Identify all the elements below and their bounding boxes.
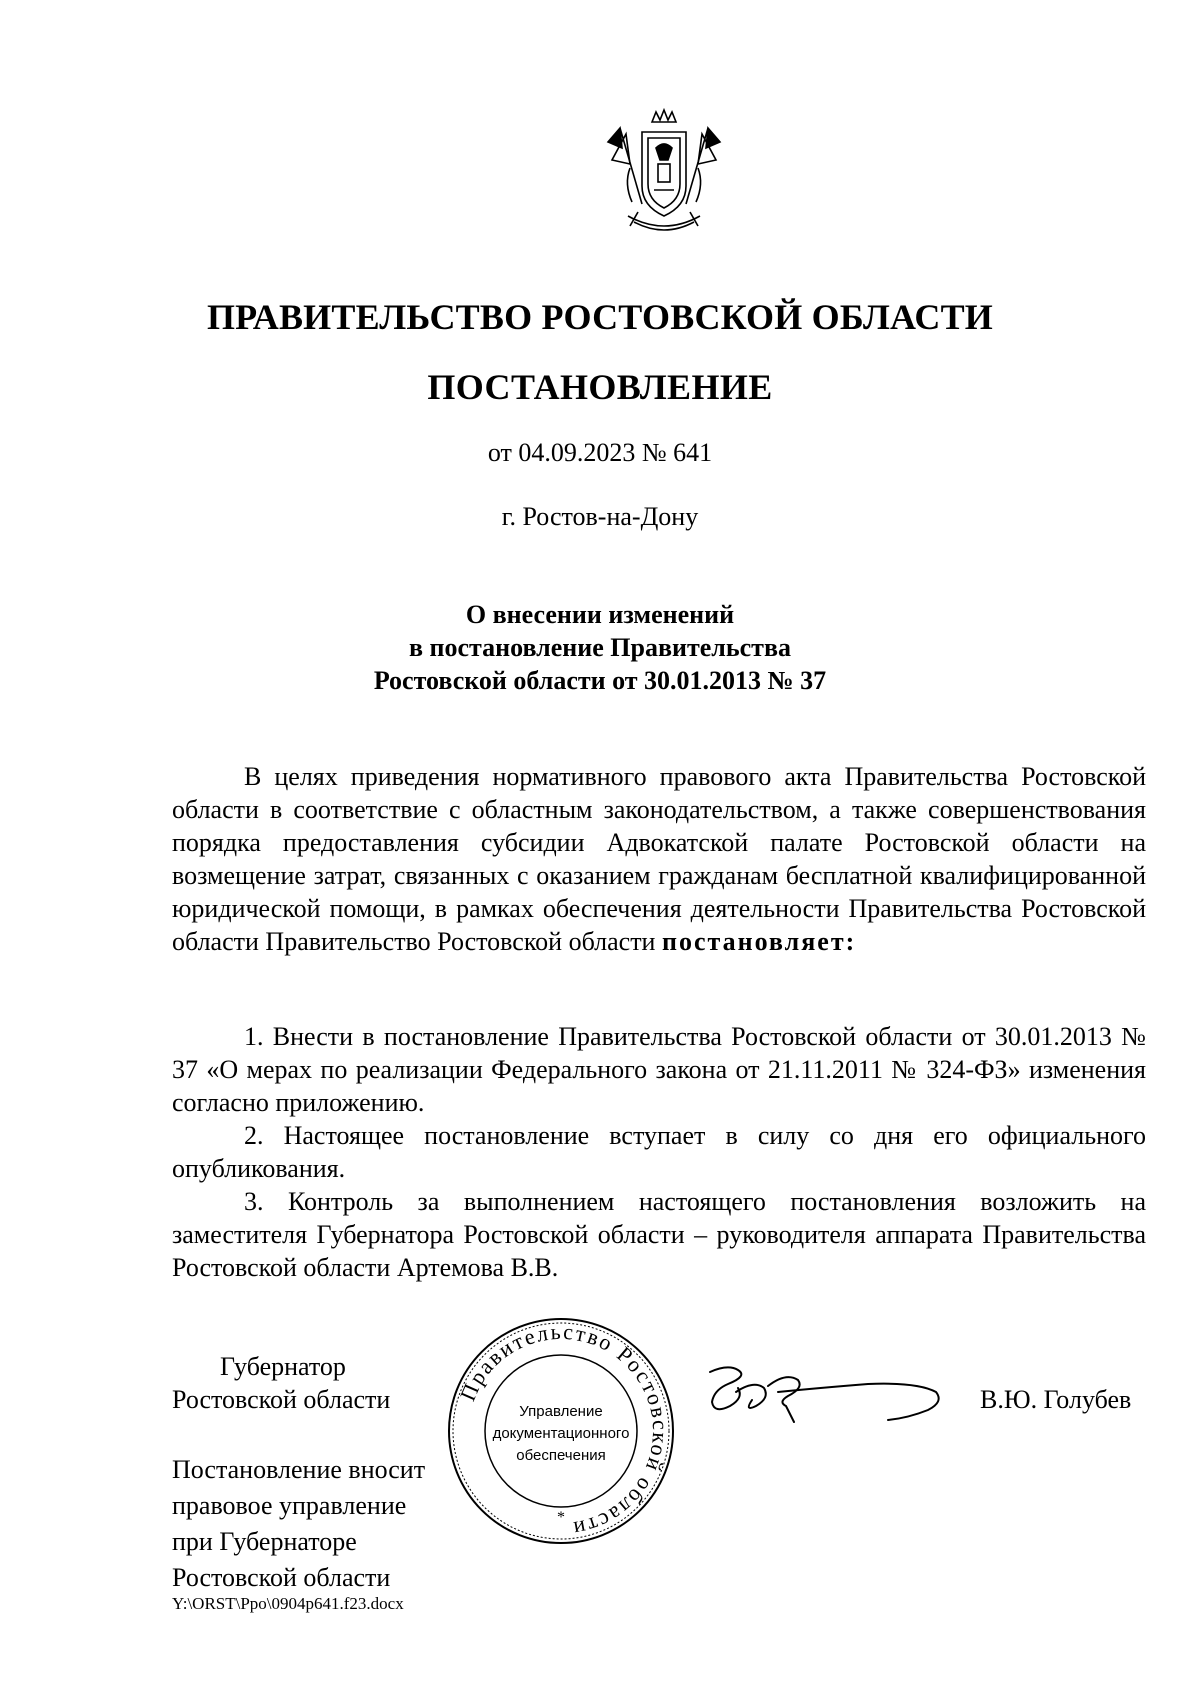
document-date-number: от 04.09.2023 № 641 <box>487 438 713 467</box>
official-seal <box>446 1316 676 1546</box>
seal-inner-line: обеспечения <box>516 1447 606 1464</box>
resolution-items <box>172 1020 1146 1284</box>
preamble-text: В целях приведения нормативного правового акта Правительства Ростовской области в соответствие с областным законодательством, а также совершенствования порядка предоставления субсидии Адвокатской палате Ростовской области на возмещение затрат, связанных с оказанием гражданам бесплатной квалифицированной юридической помощи, в рамках обеспечения деятельности Правительства Ростовской области Правительство Ростовской области <box>172 762 1146 956</box>
governor-title: Губернатор <box>220 1352 346 1381</box>
resolves-word: постановляет: <box>661 927 857 956</box>
coat-of-arms-emblem <box>604 108 724 240</box>
seal-inner-line: документационного <box>492 1425 630 1442</box>
handwritten-signature <box>708 1362 948 1442</box>
subject-line: в постановление Правительства <box>408 633 791 662</box>
submitted-by-line: Постановление вносит <box>172 1455 426 1484</box>
seal-star: * <box>557 1509 565 1526</box>
resolution-item: 1. Внести в постановление Правительства Ростовской области от 30.01.2013 № 37 «О мерах по реализации Федерального закона от 21.11.2011 № 324-ФЗ» изменения согласно приложению. <box>172 1022 1146 1117</box>
seal-outer-text: Правительство Ростовской области <box>454 1318 674 1543</box>
document-type: ПОСТАНОВЛЕНИЕ <box>427 367 773 407</box>
submitted-by-line: Ростовской области <box>172 1563 391 1592</box>
submitted-by-line: при Губернаторе <box>172 1527 357 1556</box>
submitted-by-line: правовое управление <box>172 1491 407 1520</box>
resolution-item: 3. Контроль за выполнением настоящего постановления возложить на заместителя Губернатора Ростовской области – руководителя аппарата Правительства Ростовской области Артемова В.В. <box>172 1187 1146 1282</box>
subject-line: О внесении изменений <box>465 600 735 629</box>
governor-name: В.Ю. Голубев <box>980 1385 1132 1414</box>
organization-title: ПРАВИТЕЛЬСТВО РОСТОВСКОЙ ОБЛАСТИ <box>206 297 994 337</box>
document-subject <box>0 598 1200 697</box>
governor-region: Ростовской области <box>172 1385 391 1414</box>
seal-inner-line: Управление <box>519 1403 603 1420</box>
file-path: Y:\ORST\Ppo\0904p641.f23.docx <box>172 1594 404 1613</box>
submitted-by-note <box>172 1452 425 1596</box>
subject-line: Ростовской области от 30.01.2013 № 37 <box>373 666 827 695</box>
preamble-paragraph <box>172 760 1146 958</box>
document-city: г. Ростов-на-Дону <box>501 502 699 531</box>
resolution-item: 2. Настоящее постановление вступает в силу со дня его официального опубликования. <box>172 1121 1146 1183</box>
